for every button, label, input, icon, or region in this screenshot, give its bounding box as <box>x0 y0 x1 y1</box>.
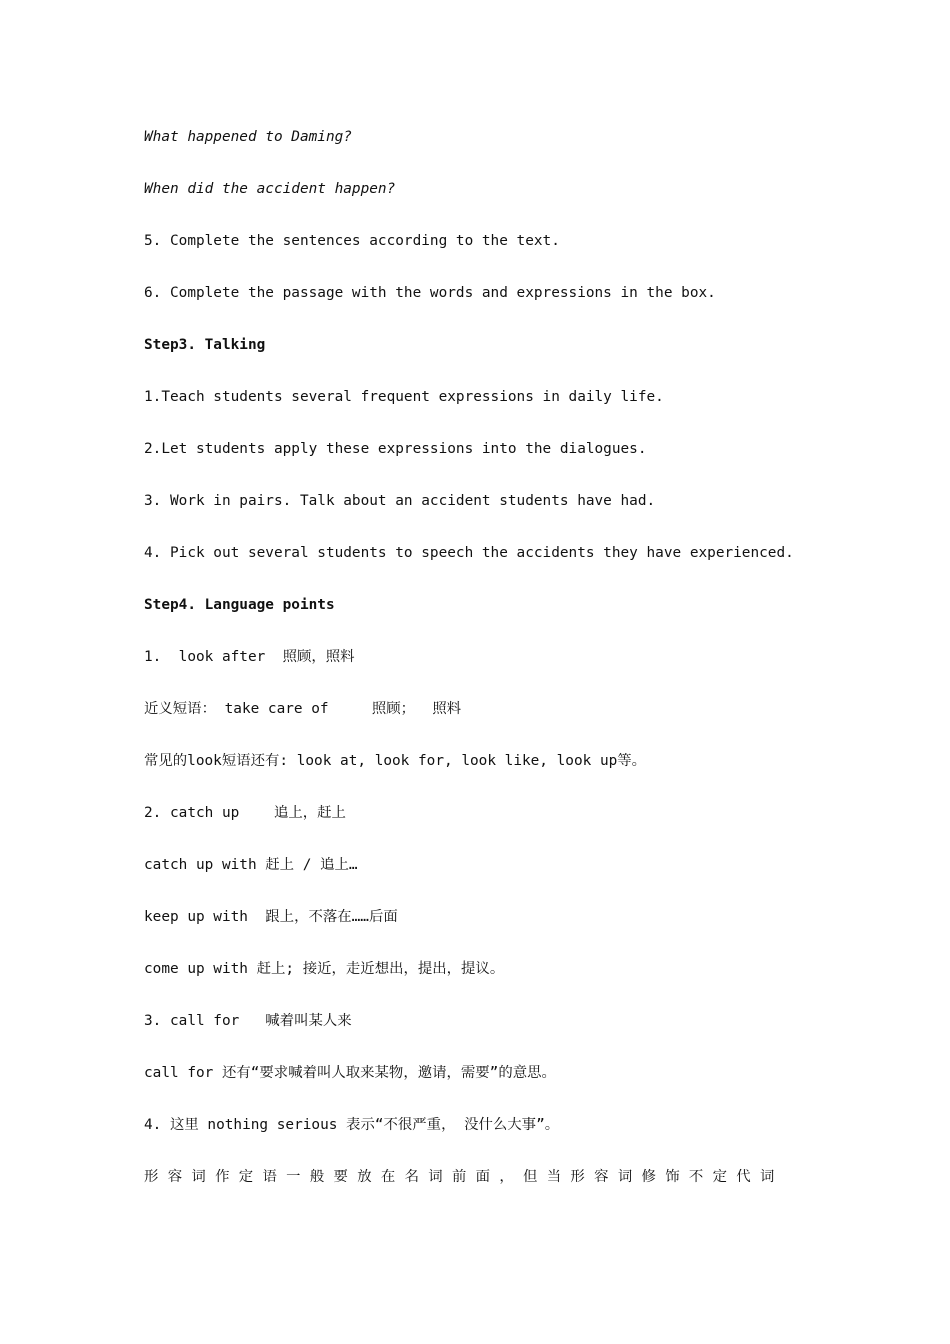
point-1-look-after: 1. look after 照顾，照料 <box>144 649 355 665</box>
point-2-catch-up-with: catch up with 赶上 / 追上… <box>144 857 358 873</box>
point-3-call-for: 3. call for 喊着叫某人来 <box>144 1013 352 1029</box>
point-4-nothing-serious: 4. 这里 nothing serious 表示“不很严重， 没什么大事”。 <box>144 1117 560 1133</box>
point-2-come-up-with: come up with 赶上; 接近，走近想出，提出，提议。 <box>144 961 505 977</box>
activity-6: 6. Complete the passage with the words and expressions in the box. <box>144 285 716 301</box>
point-4-adjective-rule: 形容词作定语一般要放在名词前面，但当形容词修饰不定代词 <box>144 1169 784 1185</box>
heading-step4: Step4. Language points <box>144 597 335 613</box>
question-what-happened: What happened to Daming? <box>144 129 352 145</box>
point-1-synonym: 近义短语： take care of 照顾； 照料 <box>144 701 462 717</box>
question-when-accident: When did the accident happen? <box>144 181 396 197</box>
talking-item-1: 1.Teach students several frequent expressions in daily life. <box>144 389 664 405</box>
point-2-catch-up: 2. catch up 追上，赶上 <box>144 805 346 821</box>
document-page <box>144 124 806 1216</box>
point-1-other-phrases: 常见的look短语还有: look at, look for, look like, look up等。 <box>144 753 647 769</box>
point-3-call-for-meaning: call for 还有“要求喊着叫人取来某物，邀请，需要”的意思。 <box>144 1065 556 1081</box>
heading-step3: Step3. Talking <box>144 337 266 353</box>
talking-item-4: 4. Pick out several students to speech the accidents they have experienced. <box>144 545 794 561</box>
talking-item-2: 2.Let students apply these expressions into the dialogues. <box>144 441 647 457</box>
point-2-keep-up-with: keep up with 跟上，不落在……后面 <box>144 909 398 925</box>
activity-5: 5. Complete the sentences according to the text. <box>144 233 560 249</box>
talking-item-3: 3. Work in pairs. Talk about an accident students have had. <box>144 493 656 509</box>
